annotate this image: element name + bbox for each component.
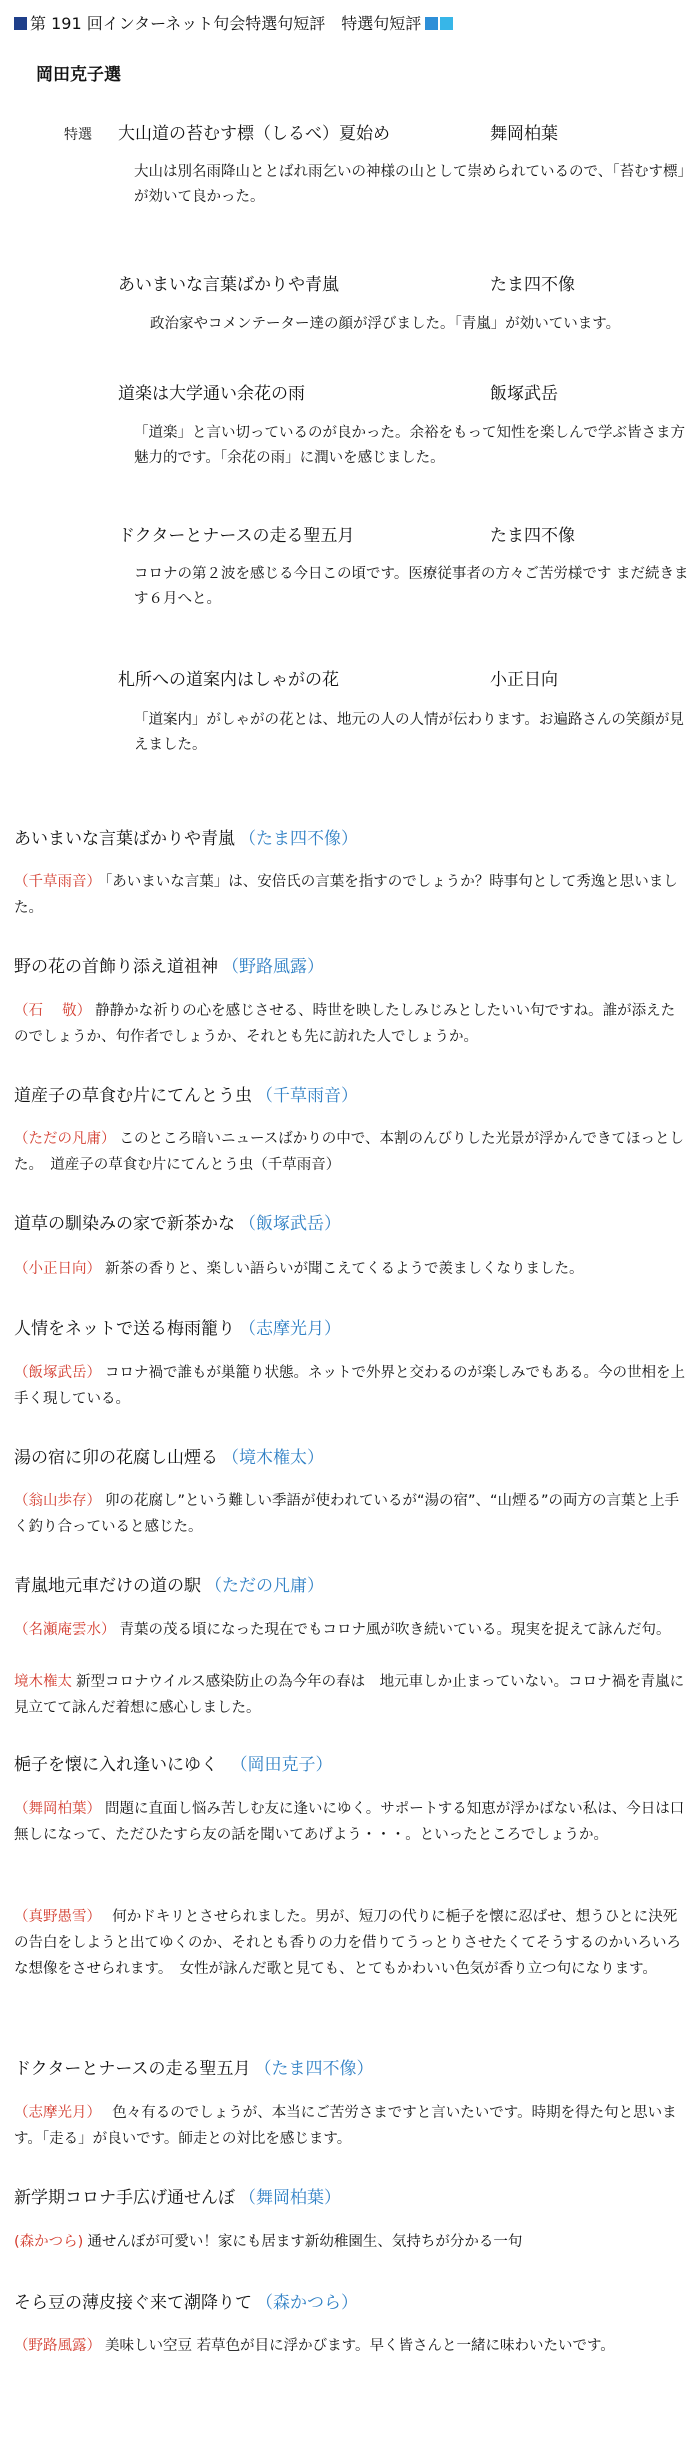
- review-comment-text: 青葉の茂る頃になった現在でもコロナ風が吹き続いている。現実を捉えて詠んだ句。: [119, 1622, 671, 1638]
- reviewer-name: （名瀬庵雲水）: [14, 1622, 116, 1638]
- pick-verse: 札所への道案内はしゃがの花: [118, 670, 339, 690]
- reviewer-name: （千草雨音）: [14, 874, 101, 890]
- review-verse-author: （たま四不像）: [254, 2059, 374, 2079]
- review-comment-text: 新茶の香りと、楽しい語らいが聞こえてくるようで羨ましくなりました。: [105, 1261, 584, 1277]
- review-comment-text: 「あいまいな言葉」は、安倍氏の言葉を指すのでしょうか？時事句として秀逸と思いました。: [14, 874, 678, 916]
- reviewer-name: （石 敬）: [14, 1003, 92, 1019]
- reviewer-name: (森かつら): [14, 2234, 84, 2250]
- review-verse-author: （岡田克子）: [222, 1755, 333, 1775]
- review-verse-heading: [14, 1315, 341, 1343]
- review-comment-text: 美味しい空豆 若草色が目に浮かびます。早く皆さんと一緒に味わいたいです。: [105, 2338, 615, 2354]
- pick-verse: 道楽は大学通い余花の雨: [118, 384, 305, 404]
- review-verse: 道産子の草食む片にてんとう虫: [14, 1086, 252, 1106]
- review-verse: あいまいな言葉ばかりや青嵐: [14, 829, 235, 849]
- review-comment: [14, 2333, 688, 2359]
- review-comment: [14, 998, 688, 1050]
- pick-verse: 大山道の苔むす標（しるべ）夏始め: [118, 124, 390, 144]
- review-verse-heading: [14, 2184, 341, 2212]
- review-verse-author: （森かつら）: [256, 2293, 358, 2313]
- review-comment-text: コロナ禍で誰もが巣籠り状態。ネットで外界と交わるのが楽しみでもある。今の世相を上手く現している。: [14, 1365, 685, 1407]
- review-verse: 梔子を懐に入れ逢いにゆく: [14, 1755, 218, 1775]
- navy-square-icon: [14, 17, 27, 30]
- review-comment: [14, 1617, 688, 1643]
- reviewer-name: （ただの凡庸）: [14, 1131, 116, 1147]
- review-comment: [14, 1256, 688, 1282]
- pick-comment: 大山は別名雨降山ととばれ雨乞いの神様の山として崇められているので、「苔むす標」が効いて良かった。: [134, 164, 685, 205]
- pick-author: たま四不像: [490, 275, 575, 295]
- review-comment-text: このところ暗いニュースばかりの中で、本割のんびりした光景が浮かんできてほっとした。 道産子の草食む片にてんとう虫（千草雨音）: [14, 1131, 684, 1173]
- review-verse-heading: [14, 1751, 333, 1779]
- pick-comment: 「道案内」がしゃがの花とは、地元の人の人情が伝わります。お遍路さんの笑顔が見えました。: [134, 712, 684, 753]
- review-comment: [14, 1126, 688, 1178]
- pick-author: 飯塚武岳: [490, 384, 558, 404]
- review-verse-heading: [14, 1444, 324, 1472]
- pick-comment: コロナの第２波を感じる今日この頃です。医療従事者の方々ご苦労様です まだ続きます６月へと。: [134, 566, 689, 607]
- review-verse: 新学期コロナ手広げ通せんぼ: [14, 2188, 235, 2208]
- pick-verse: ドクターとナースの走る聖五月: [118, 526, 355, 546]
- review-verse-author: （千草雨音）: [256, 1086, 358, 1106]
- review-verse-author: （境木権太）: [222, 1448, 324, 1468]
- review-verse-author: （たま四不像）: [239, 829, 358, 849]
- review-comment: [14, 1796, 688, 1848]
- review-comment: [14, 1904, 688, 1982]
- review-comment: [14, 1669, 688, 1721]
- pick-verse: あいまいな言葉ばかりや青嵐: [118, 275, 339, 295]
- review-verse-heading: [14, 1082, 358, 1110]
- review-verse-heading: [14, 2055, 373, 2083]
- review-comment: [14, 1488, 688, 1540]
- review-comment: [14, 869, 688, 921]
- pick-comment: 政治家やコメンテーター達の顔が浮びました。「青嵐」が効いています。: [150, 316, 621, 332]
- review-verse-author: （志摩光月）: [239, 1319, 341, 1339]
- review-comment: [14, 2100, 688, 2152]
- pick-author: 小正日向: [490, 670, 558, 690]
- review-comment-text: 新型コロナウイルス感染防止の為今年の春は 地元車しか止まっていない。コロナ禍を青嵐に見立てて詠んだ着想に感心しました。: [14, 1674, 685, 1716]
- reviewer-name: （舞岡柏葉）: [14, 1801, 101, 1817]
- cyan-square-icon: [440, 17, 453, 30]
- review-verse: ドクターとナースの走る聖五月: [14, 2059, 251, 2079]
- review-comment-text: 卯の花腐し”という難しい季語が使われているが“湯の宿”、“山煙る”の両方の言葉と上手く釣り合っていると感じた。: [14, 1493, 680, 1535]
- review-comment-text: 何かドキリとさせられました。男が、短刀の代りに梔子を懐に忍ばせ、想うひとに決死の告白をしようと出てゆくのか、それとも香りの力を借りてうっとりさせたくてそうするのかいろいろな想像をさせられます。 女性が詠んだ歌と見ても、とてもかわいい色気が香り立つ句になります。: [14, 1909, 681, 1977]
- review-verse-author: （野路風露）: [222, 957, 324, 977]
- review-verse-author: （舞岡柏葉）: [239, 2188, 341, 2208]
- pick-author: たま四不像: [490, 526, 575, 546]
- blue-square-icon: [425, 17, 438, 30]
- review-verse-heading: [14, 1572, 324, 1600]
- review-verse-author: （飯塚武岳）: [239, 1214, 341, 1234]
- review-verse: 湯の宿に卯の花腐し山煙る: [14, 1448, 218, 1468]
- review-comment-text: 通せんぼが可愛い！家にも居ます新幼稚園生、気持ちが分かる一句: [87, 2234, 523, 2250]
- review-comment-text: 色々有るのでしょうが、本当にご苦労さまですと言いたいです。時期を得た句と思います。「走る」が良いです。師走との対比を感じます。: [14, 2105, 677, 2147]
- pick-author: 舞岡柏葉: [490, 124, 558, 144]
- page-title: [14, 12, 453, 36]
- reviewer-name: （真野愚雪）: [14, 1909, 94, 1925]
- review-comment-text: 静静かな祈りの心を感じさせる、時世を映したしみじみとしたいい句ですね。誰が添えたのでしょうか、句作者でしょうか、それとも先に訪れた人でしょうか。: [14, 1003, 676, 1045]
- pick-comment: 「道楽」と言い切っているのが良かった。余裕をもって知性を楽しんで学ぶ皆さま方魅力的です。「余花の雨」に潤いを感じました。: [134, 425, 685, 466]
- review-verse-heading: [14, 825, 358, 853]
- review-verse: 人情をネットで送る梅雨籠り: [14, 1319, 235, 1339]
- review-comment-text: 問題に直面し悩み苦しむ友に逢いにゆく。サポートする知恵が浮かばない私は、今日は口無しになって、ただひたすら友の話を聞いてあげよう・・・。といったところでしょうか。: [14, 1801, 685, 1843]
- selector-name: 岡田克子選: [36, 65, 121, 85]
- review-verse: 道草の馴染みの家で新茶かな: [14, 1214, 235, 1234]
- reviewer-name: （飯塚武岳）: [14, 1365, 101, 1381]
- review-verse-heading: [14, 953, 324, 981]
- review-verse: 野の花の首飾り添え道祖神: [14, 957, 218, 977]
- reviewer-name: （志摩光月）: [14, 2105, 94, 2121]
- tokusen-label: 特選: [64, 127, 92, 143]
- reviewer-name: （野路風露）: [14, 2338, 101, 2354]
- review-comment: [14, 1360, 688, 1412]
- review-verse-heading: [14, 1210, 341, 1238]
- reviewer-name: 境木権太: [14, 1674, 72, 1690]
- reviewer-name: （小正日向）: [14, 1261, 101, 1277]
- review-verse-author: （ただの凡庸）: [205, 1576, 324, 1596]
- review-verse: そら豆の薄皮接ぐ来て潮降りて: [14, 2293, 252, 2313]
- page-title-text: 第 191 回インターネット句会特選句短評 特選句短評: [30, 14, 422, 33]
- review-verse-heading: [14, 2289, 358, 2317]
- review-comment: [14, 2229, 688, 2255]
- review-verse: 青嵐地元車だけの道の駅: [14, 1576, 201, 1596]
- reviewer-name: （翁山歩存）: [14, 1493, 101, 1509]
